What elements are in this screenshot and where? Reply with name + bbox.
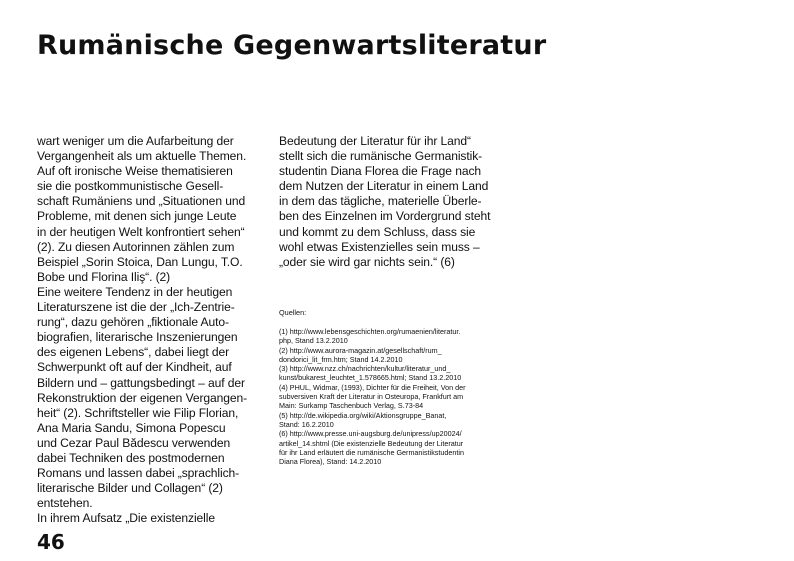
- body-line: entstehen.: [37, 496, 93, 511]
- body-line: schaft Rumäniens und „Situationen und: [37, 194, 246, 209]
- source-line: subversiven Kraft der Literatur in Osteuropa, Frankfurt am: [279, 392, 464, 402]
- body-line: stellt sich die rumänische Germanistik-: [279, 149, 483, 164]
- source-line: php, Stand 13.2.2010: [279, 336, 348, 346]
- body-line: Rekonstruktion der eigenen Vergangen-: [37, 390, 248, 405]
- body-line: Romans und lassen dabei „sprachlich-: [37, 466, 240, 481]
- page-title: Rumänische Gegenwartsliteratur: [37, 30, 547, 61]
- body-line: dem Nutzen der Literatur in einem Land: [279, 179, 489, 194]
- page-number: 46: [37, 530, 65, 554]
- body-line: Auf oft ironische Weise thematisieren: [37, 164, 233, 179]
- source-line: Main: Surkamp Taschenbuch Verlag, S.73-84: [279, 401, 424, 411]
- body-line: (2). Zu diesen Autorinnen zählen zum: [37, 239, 235, 254]
- body-line: und kommt zu dem Schluss, dass sie: [279, 224, 476, 239]
- text-column-left: [37, 134, 262, 526]
- source-line: (5) http://de.wikipedia.org/wiki/Aktionsgruppe_Banat,: [279, 410, 447, 420]
- body-line: und Cezar Paul Bădescu verwenden: [37, 435, 231, 450]
- body-line: ben des Einzelnen im Vordergrund steht: [279, 209, 491, 224]
- source-line: (3) http://www.nzz.ch/nachrichten/kultur/literatur_und_: [279, 364, 451, 374]
- source-line: Stand: 16.2.2010: [279, 419, 334, 429]
- source-line: (4) PHUL, Widmar, (1993), Dichter für die Freiheit, Von der: [279, 382, 466, 392]
- body-line: heit“ (2). Schriftsteller wie Filip Florian,: [37, 405, 239, 420]
- text-column-right: [279, 134, 504, 270]
- body-line: Bobe und Florina Iliş“. (2): [37, 269, 171, 284]
- body-line: rung“, dazu gehören „fiktionale Auto-: [37, 315, 229, 330]
- source-line: artikel_14.shtml (Die existenzielle Bedeutung der Literatur: [279, 438, 464, 448]
- body-line: in der heutigen Welt konfrontiert sehen“: [37, 224, 245, 239]
- body-line: Eine weitere Tendenz in der heutigen: [37, 284, 233, 299]
- body-line: Bedeutung der Literatur für ihr Land“: [279, 134, 471, 148]
- sources-heading: Quellen:: [279, 308, 307, 317]
- source-line: (6) http://www.presse.uni-augsburg.de/unipress/up20024/: [279, 429, 462, 439]
- body-line: In ihrem Aufsatz „Die existenzielle: [37, 511, 215, 526]
- body-line: Beispiel „Sorin Stoica, Dan Lungu, T.O.: [37, 254, 243, 269]
- source-line: (2) http://www.aurora-magazin.at/gesellschaft/rum_: [279, 345, 442, 355]
- body-line: sie die postkommunistische Gesell-: [37, 179, 224, 194]
- sources-list: [279, 308, 509, 466]
- body-line: wart weniger um die Aufarbeitung der: [37, 134, 234, 148]
- source-line: (1) http://www.lebensgeschichten.org/rumaenien/literatur.: [279, 327, 461, 336]
- body-line: Probleme, mit denen sich junge Leute: [37, 209, 237, 224]
- body-line: dabei Techniken des postmodernen: [37, 450, 225, 465]
- body-line: Literaturszene ist die der „Ich-Zentrie-: [37, 300, 235, 315]
- body-line: des eigenen Lebens“, dabei liegt der: [37, 345, 230, 360]
- source-line: kunst/bukarest_leuchtet_1.578665.html; Stand 13.2.2010: [279, 373, 462, 383]
- body-line: Ana Maria Sandu, Simona Popescu: [37, 420, 226, 435]
- body-line: „oder sie wird gar nichts sein.“ (6): [279, 254, 455, 269]
- body-line: wohl etwas Existenzielles sein muss –: [279, 239, 480, 254]
- body-line: in dem das tägliche, materielle Überle-: [279, 194, 482, 209]
- body-line: biografien, literarische Inszenierungen: [37, 330, 238, 345]
- source-line: Diana Florea), Stand: 14.2.2010: [279, 457, 382, 467]
- source-line: für ihr Land erläutert die rumänische Germanistikstudentin: [279, 447, 464, 457]
- source-line: dondorici_lit_frm.htm; Stand 14.2.2010: [279, 354, 403, 364]
- body-line: Schwerpunkt oft auf der Kindheit, auf: [37, 360, 232, 375]
- body-line: studentin Diana Florea die Frage nach: [279, 164, 482, 179]
- body-line: Bildern und – gattungsbedingt – auf der: [37, 375, 245, 390]
- body-line: literarische Bilder und Collagen“ (2): [37, 481, 223, 496]
- body-line: Vergangenheit als um aktuelle Themen.: [37, 149, 247, 164]
